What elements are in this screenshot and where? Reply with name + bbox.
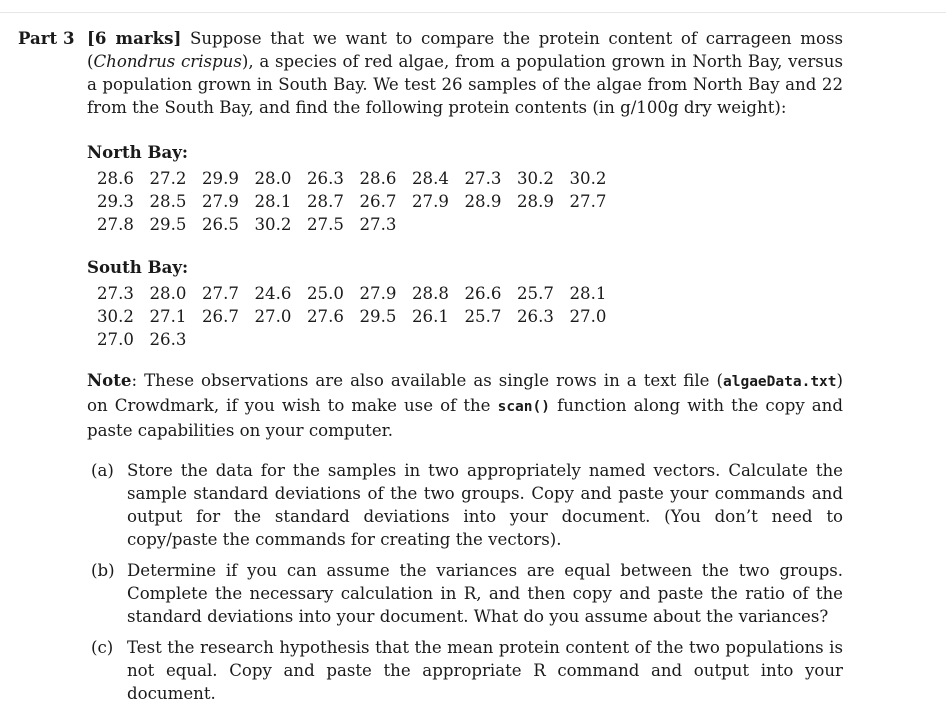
- question-text: Determine if you can assume the variances are equal between the two groups. Complete the necessary calculation in R, and then copy and paste the ratio of the standard deviations into your document. What do you assume about the variances?: [127, 561, 843, 626]
- data-value: 27.2: [149, 169, 187, 188]
- data-value: 27.1: [149, 307, 187, 326]
- data-value: 29.5: [359, 307, 397, 326]
- data-value: 30.2: [569, 169, 607, 188]
- data-filename: algaeData.txt: [723, 374, 837, 390]
- data-value: 27.7: [202, 284, 239, 303]
- data-value: 28.0: [254, 169, 292, 188]
- data-value: 28.1: [569, 284, 607, 303]
- note-paragraph: [87, 369, 843, 442]
- question-c: [87, 636, 843, 705]
- question-b: [87, 559, 843, 628]
- data-row: [87, 167, 843, 190]
- data-value: 27.9: [202, 192, 239, 211]
- question-text: Store the data for the samples in two appropriately named vectors. Calculate the sample standard deviations of the two groups. Copy and paste your commands and output for the standard deviations into your document. (You don’t need to copy/paste the commands for creating the vectors).: [127, 461, 843, 549]
- south-bay-title: South Bay:: [87, 257, 189, 277]
- data-value: 26.3: [307, 169, 344, 188]
- data-value: 30.2: [97, 307, 134, 326]
- data-value: 27.8: [97, 215, 134, 234]
- data-value: 24.6: [254, 284, 292, 303]
- data-value: 28.1: [254, 192, 292, 211]
- data-value: 28.7: [307, 192, 344, 211]
- data-value: 27.3: [464, 169, 502, 188]
- data-value: 27.9: [359, 284, 397, 303]
- data-value: 30.2: [254, 215, 292, 234]
- data-value: 29.5: [149, 215, 187, 234]
- data-value: 25.7: [517, 284, 554, 303]
- note-text-3: function along with the copy and paste capabilities on your computer.: [87, 396, 843, 440]
- intro-text-2: ), a species of red algae, from a population grown in North Bay, versus a population grown in South Bay. We test 26 samples of the algae from North Bay and 22 from the South Bay, and find the following protein contents (in g/100g dry weight):: [87, 52, 843, 117]
- data-value: 26.7: [359, 192, 397, 211]
- question-text: Test the research hypothesis that the mean protein content of the two populations is not equal. Copy and paste the appropriate R command and output into your document.: [127, 638, 843, 703]
- data-value: 28.5: [149, 192, 187, 211]
- problem-body: [18, 27, 843, 713]
- data-value: 25.7: [464, 307, 502, 326]
- part-header: [18, 27, 843, 119]
- data-value: 30.2: [517, 169, 554, 188]
- data-value: 26.6: [464, 284, 502, 303]
- scan-function: scan(): [497, 399, 550, 415]
- data-value: 25.0: [307, 284, 344, 303]
- part-marks: [6 marks]: [87, 28, 182, 48]
- note-label: Note: [87, 370, 132, 390]
- data-value: 28.6: [359, 169, 397, 188]
- data-value: 28.6: [97, 169, 134, 188]
- question-label: (a): [91, 461, 114, 480]
- data-value: 27.7: [569, 192, 607, 211]
- intro-text-1: Suppose that we want to compare the protein content of carrageen moss (: [87, 29, 843, 71]
- data-value: 26.7: [202, 307, 239, 326]
- question-a: [87, 459, 843, 551]
- data-row: [87, 282, 843, 305]
- question-label: (c): [91, 638, 114, 657]
- note-text-1: : These observations are also available as single rows in a text file (: [131, 371, 724, 390]
- data-value: 27.5: [307, 215, 344, 234]
- data-value: 28.4: [412, 169, 449, 188]
- data-value: 27.3: [359, 215, 397, 234]
- data-value: 26.3: [517, 307, 554, 326]
- data-value: 28.9: [464, 192, 502, 211]
- data-row: [87, 305, 843, 328]
- part-label: Part 3: [18, 28, 75, 48]
- data-value: 27.6: [307, 307, 344, 326]
- data-value: 27.0: [254, 307, 292, 326]
- question-list: [87, 459, 843, 705]
- data-value: 28.9: [517, 192, 554, 211]
- south-bay-data: [87, 282, 843, 351]
- part-intro: [87, 27, 843, 119]
- data-row: [87, 213, 843, 236]
- north-bay-data: [87, 167, 843, 236]
- data-value: 26.5: [202, 215, 239, 234]
- data-row: [87, 328, 843, 351]
- top-divider: [0, 12, 946, 13]
- data-value: 28.8: [412, 284, 449, 303]
- data-value: 27.0: [569, 307, 607, 326]
- data-value: 26.1: [412, 307, 449, 326]
- question-label: (b): [91, 561, 115, 580]
- species-name: Chondrus crispus: [93, 52, 242, 71]
- data-value: 26.3: [149, 330, 187, 349]
- data-value: 27.3: [97, 284, 134, 303]
- data-value: 27.9: [412, 192, 449, 211]
- north-bay-title: North Bay:: [87, 142, 189, 162]
- data-value: 29.3: [97, 192, 134, 211]
- data-row: [87, 190, 843, 213]
- data-value: 29.9: [202, 169, 239, 188]
- data-value: 27.0: [97, 330, 134, 349]
- data-value: 28.0: [149, 284, 187, 303]
- note-text-2: ) on Crowdmark, if you wish to make use of the: [87, 371, 843, 415]
